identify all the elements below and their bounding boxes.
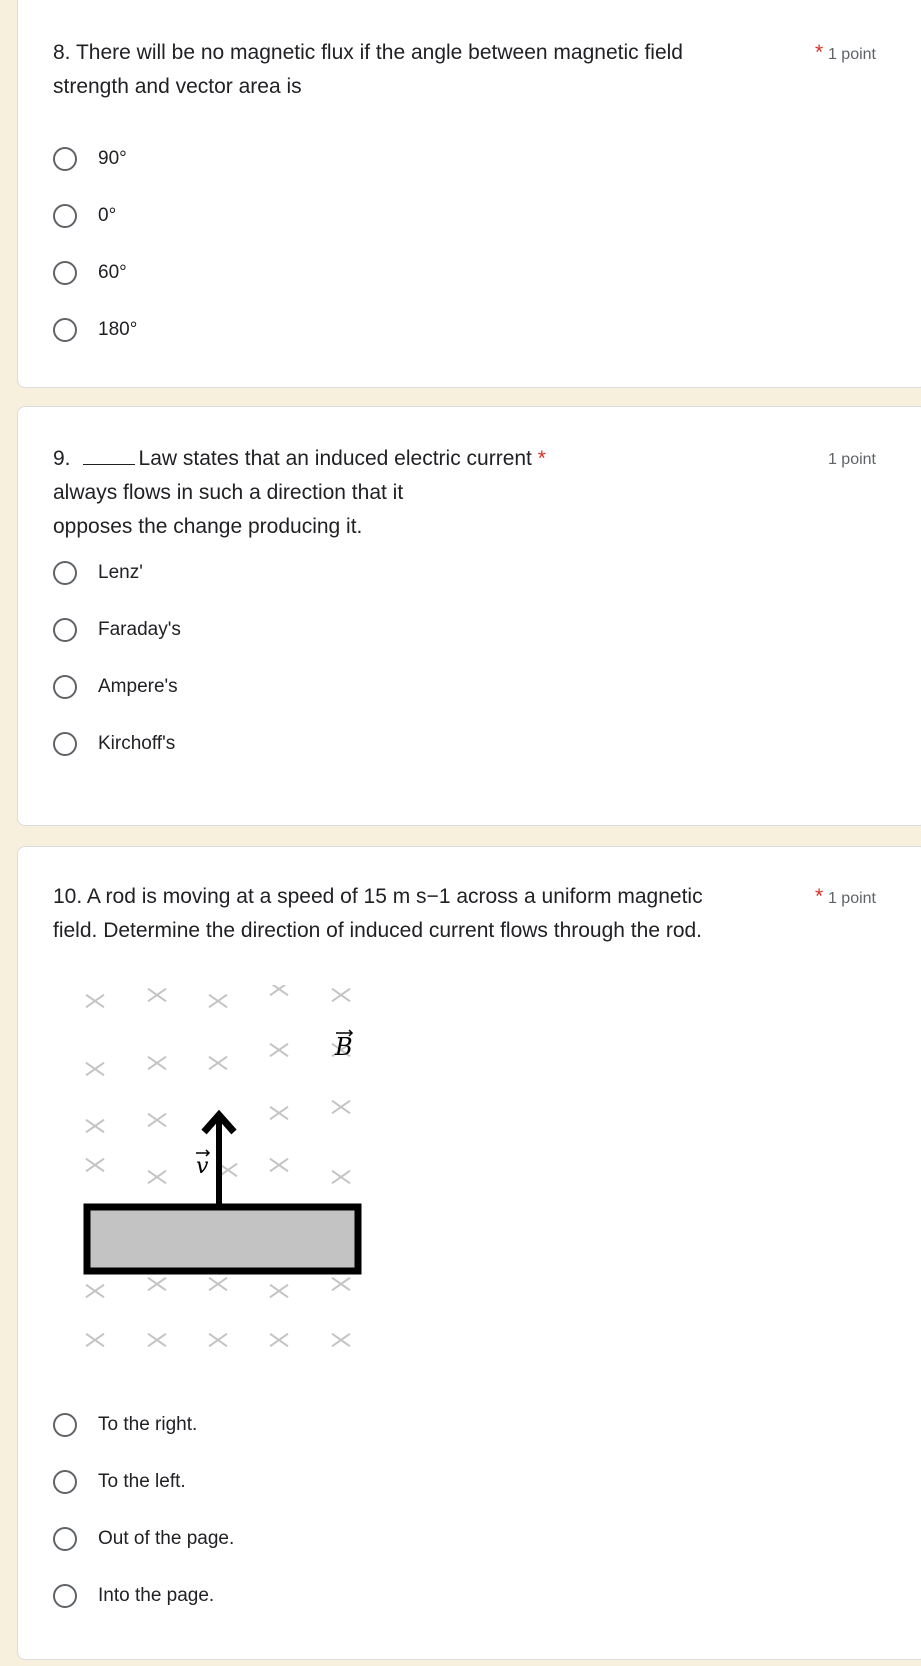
radio-button[interactable] <box>53 261 77 285</box>
option-label: 60° <box>98 262 127 283</box>
option-kirchoff[interactable] <box>53 724 175 764</box>
option-label: 180° <box>98 319 138 340</box>
field-cross-mark <box>209 1057 227 1070</box>
question-10-text <box>53 880 783 948</box>
option-label: 0° <box>98 205 117 226</box>
question-9-points: 1 point <box>827 451 876 468</box>
option-label: 90° <box>98 148 127 169</box>
field-cross-mark <box>148 1171 166 1184</box>
option-label: Out of the page. <box>98 1528 235 1549</box>
option-out-of-page[interactable] <box>53 1519 234 1559</box>
velocity-label: v <box>196 1154 209 1179</box>
question-9-text <box>53 442 753 544</box>
option-label: To the right. <box>98 1414 198 1435</box>
question-10-line-1: 10. A rod is moving at a speed of 15 m s−1 across a uniform magnetic <box>53 885 703 908</box>
required-asterisk: * <box>815 41 824 64</box>
field-cross-mark <box>86 1159 104 1172</box>
field-cross-mark <box>86 1120 104 1133</box>
option-to-the-left[interactable] <box>53 1462 186 1502</box>
option-into-page[interactable] <box>53 1576 214 1616</box>
radio-button[interactable] <box>53 147 77 171</box>
field-cross-mark <box>332 1278 350 1291</box>
option-180-degrees[interactable] <box>53 310 137 350</box>
field-cross-mark <box>86 995 104 1008</box>
field-cross-mark <box>270 1334 288 1347</box>
question-card-10 <box>17 846 921 1660</box>
field-cross-mark <box>148 989 166 1002</box>
field-cross-mark <box>148 1114 166 1127</box>
radio-button[interactable] <box>53 1584 77 1608</box>
option-label: Into the page. <box>98 1585 215 1606</box>
option-label: Faraday's <box>98 619 181 640</box>
radio-button[interactable] <box>53 732 77 756</box>
question-10-line-2: field. Determine the direction of induced current flows through the rod. <box>53 919 703 942</box>
field-cross-mark <box>148 1334 166 1347</box>
required-asterisk: * <box>815 885 824 908</box>
question-10-points: 1 point <box>827 890 876 907</box>
option-60-degrees[interactable] <box>53 253 127 293</box>
option-faraday[interactable] <box>53 610 181 650</box>
option-0-degrees[interactable] <box>53 196 116 236</box>
radio-button[interactable] <box>53 204 77 228</box>
magnetic-field-rod-diagram <box>68 985 378 1397</box>
option-ampere[interactable] <box>53 667 178 707</box>
question-9-line-1 <box>53 442 753 476</box>
option-label: Ampere's <box>98 676 178 697</box>
rod <box>87 1207 358 1271</box>
field-cross-mark <box>270 985 288 995</box>
question-9-number: 9. <box>53 447 71 470</box>
option-label: To the left. <box>98 1471 186 1492</box>
question-9-line-1-text: Law states that an induced electric current <box>138 447 532 470</box>
field-cross-mark <box>148 1278 166 1291</box>
option-lenz[interactable] <box>53 553 143 593</box>
field-cross-mark <box>332 1171 350 1184</box>
field-cross-mark <box>332 989 350 1002</box>
question-card-9 <box>17 406 921 826</box>
field-cross-mark <box>332 1334 350 1347</box>
field-cross-mark <box>209 1278 227 1291</box>
field-cross-mark <box>270 1159 288 1172</box>
field-cross-mark <box>270 1044 288 1057</box>
field-label: B <box>335 1033 353 1061</box>
radio-button[interactable] <box>53 318 77 342</box>
option-label: Kirchoff's <box>98 733 176 754</box>
field-cross-mark <box>270 1285 288 1298</box>
field-cross-mark <box>209 995 227 1008</box>
field-cross-mark <box>86 1334 104 1347</box>
question-9-line-3: opposes the change producing it. <box>53 515 363 538</box>
field-cross-mark <box>86 1063 104 1076</box>
radio-button[interactable] <box>53 1413 77 1437</box>
field-cross-mark <box>86 1285 104 1298</box>
question-8-points: 1 point <box>827 46 876 63</box>
field-cross-mark <box>270 1107 288 1120</box>
required-asterisk: * <box>537 447 546 470</box>
option-90-degrees[interactable] <box>53 139 127 179</box>
question-8-text <box>53 36 753 104</box>
radio-button[interactable] <box>53 1470 77 1494</box>
radio-button[interactable] <box>53 561 77 585</box>
option-label: Lenz' <box>98 562 143 583</box>
field-cross-mark <box>148 1057 166 1070</box>
question-9-line-2: always flows in such a direction that it <box>53 481 404 504</box>
radio-button[interactable] <box>53 675 77 699</box>
radio-button[interactable] <box>53 618 77 642</box>
question-8-line-2: strength and vector area is <box>53 75 302 98</box>
radio-button[interactable] <box>53 1527 77 1551</box>
field-cross-mark <box>209 1334 227 1347</box>
option-to-the-right[interactable] <box>53 1405 197 1445</box>
question-8-line-1: 8. There will be no magnetic flux if the angle between magnetic field <box>53 41 683 64</box>
field-cross-mark <box>332 1101 350 1114</box>
question-card-8 <box>17 0 921 388</box>
fill-in-blank <box>83 444 135 465</box>
